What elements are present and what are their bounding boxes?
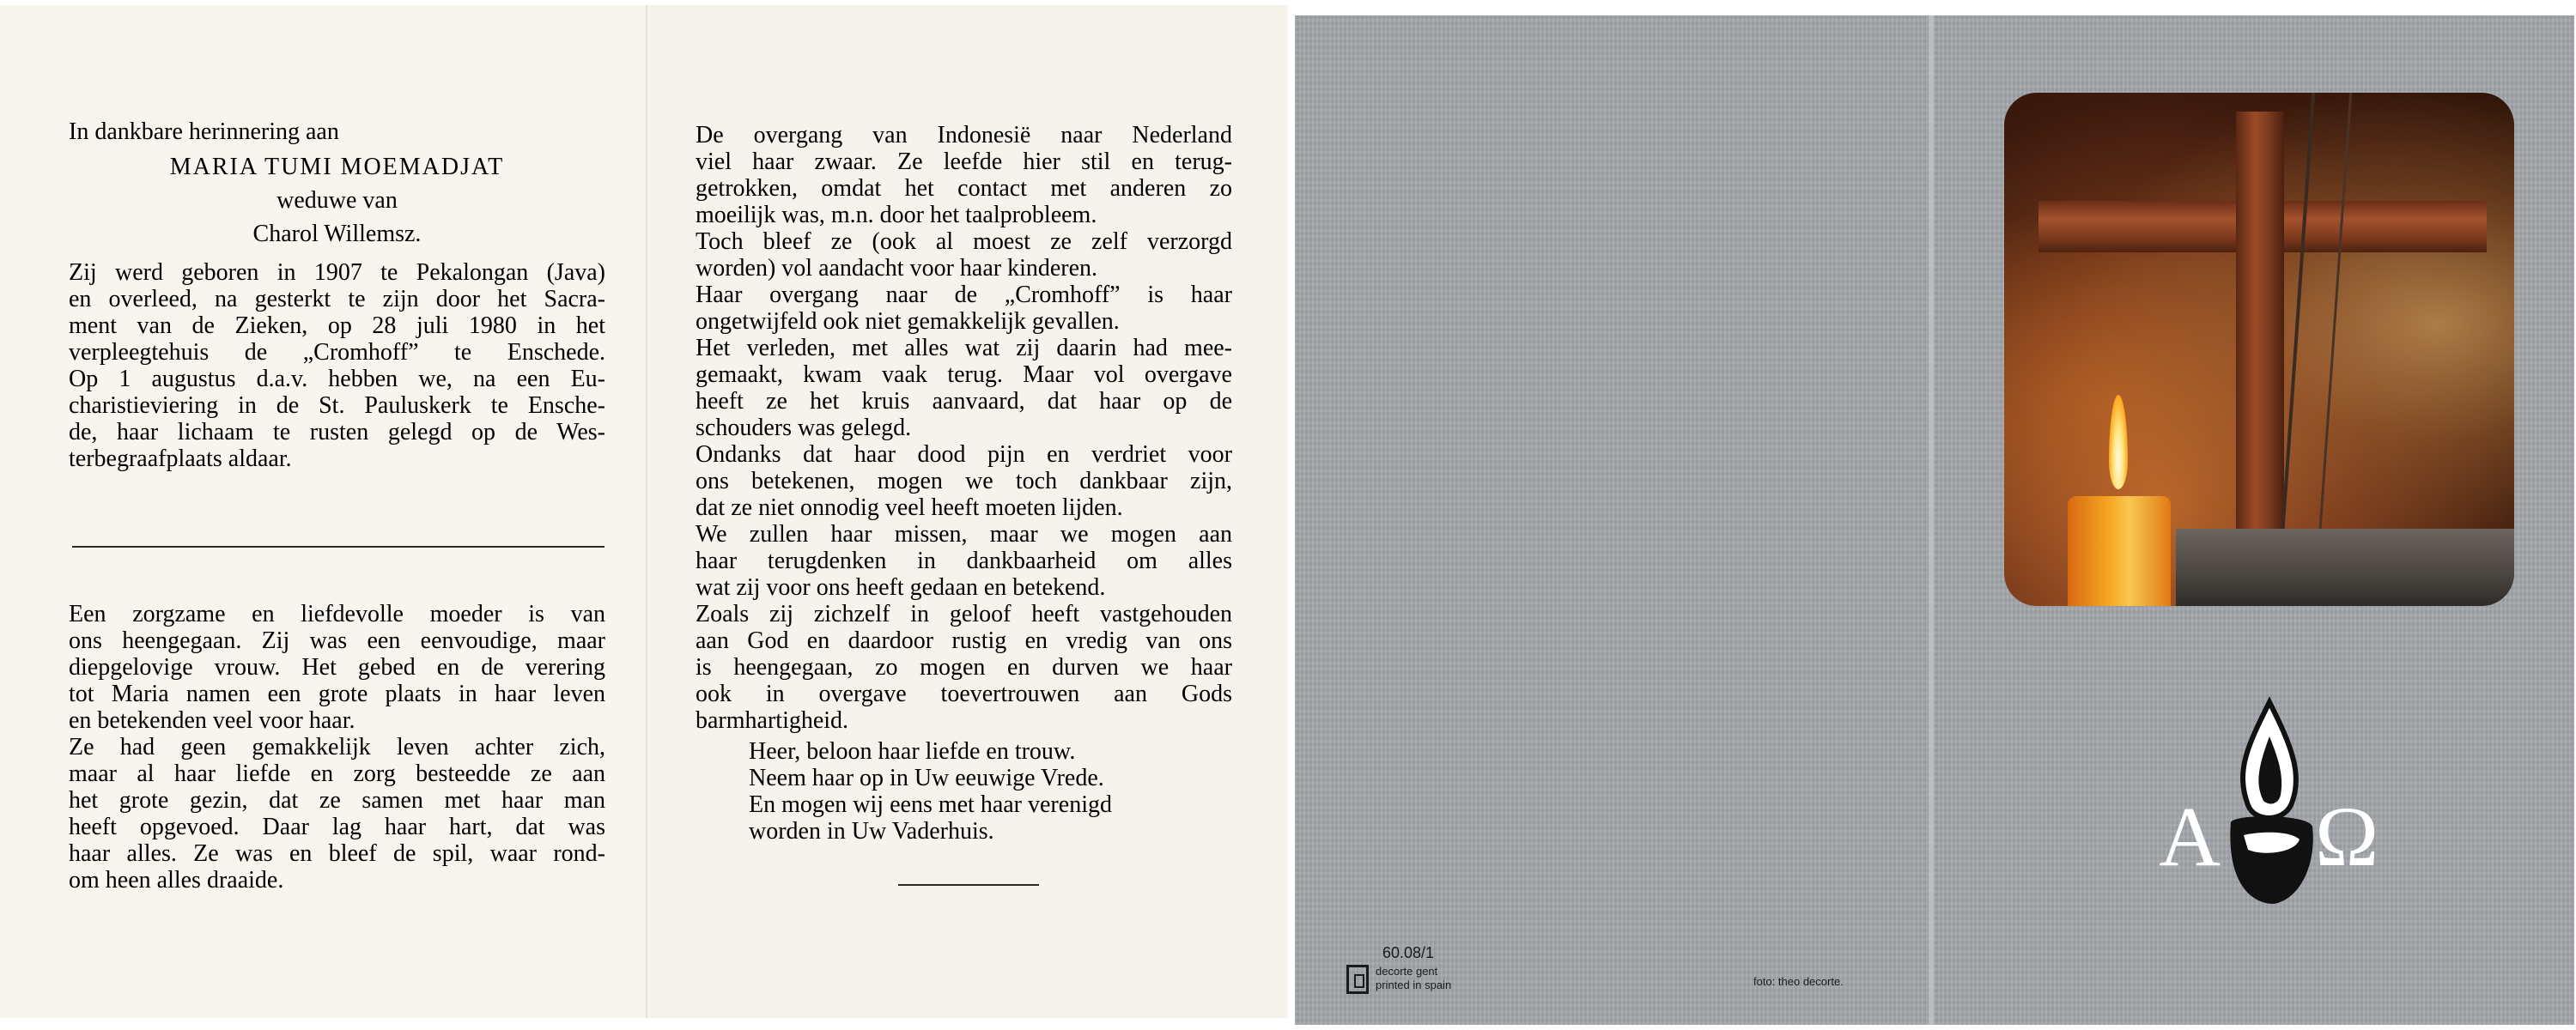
vessel-icon bbox=[2230, 816, 2312, 904]
prayer-line: En mogen wij eens met haar verenigd bbox=[749, 791, 1112, 818]
widow-of-line: weduwe van bbox=[276, 187, 398, 214]
text-line: Ondanks dat haar dood pijn en verdriet voor bbox=[696, 441, 1232, 468]
text-line: ongetwijfeld ook niet gemakkelijk gevallen. bbox=[696, 308, 1120, 335]
text-line: diepgelovige vrouw. Het gebed en de verering bbox=[69, 654, 605, 681]
deceased-name: MARIA TUMI MOEMADJAT bbox=[169, 154, 505, 180]
text-line: De overgang van Indonesië naar Nederland bbox=[696, 122, 1232, 148]
text-line: terbegraafplaats aldaar. bbox=[69, 445, 292, 472]
prayer-line: Heer, beloon haar liefde en trouw. bbox=[749, 738, 1076, 765]
text-line: viel haar zwaar. Ze leefde hier stil en terug- bbox=[696, 148, 1232, 175]
cover-fold-line bbox=[1929, 15, 1934, 1025]
text-line: getrokken, omdat het contact met anderen zo bbox=[696, 175, 1232, 202]
text-line: aan God en daardoor rustig en vredig van ons bbox=[696, 627, 1232, 654]
text-line: Toch bleef ze (ook al moest ze zelf verzorgd bbox=[696, 228, 1232, 255]
text-line: Een zorgzame en liefdevolle moeder is van bbox=[69, 601, 605, 627]
printed-in-label: printed in spain bbox=[1376, 978, 1452, 991]
photo-credit: foto: theo decorte. bbox=[1753, 975, 1844, 988]
text-line: en overleed, na gesterkt te zijn door het Sacra- bbox=[69, 286, 605, 312]
text-line: maar al haar liefde en zorg besteedde ze aan bbox=[69, 760, 605, 787]
biography-paragraph bbox=[69, 259, 605, 472]
text-line: heeft opgevoed. Daar lag haar hart, dat was bbox=[69, 814, 605, 840]
text-line: heeft ze het kruis aanvaard, dat haar op de bbox=[696, 388, 1232, 415]
text-line: is heengegaan, zo mogen en durven we haar bbox=[696, 654, 1232, 681]
text-line: barmhartigheid. bbox=[696, 707, 849, 734]
text-line: schouders was gelegd. bbox=[696, 415, 912, 441]
text-line: Haar overgang naar de „Cromhoff” is haar bbox=[696, 282, 1232, 308]
publisher-name: decorte gent bbox=[1376, 965, 1438, 978]
memorial-header bbox=[69, 118, 605, 472]
closing-rule bbox=[898, 884, 1039, 886]
card-back-cover bbox=[1295, 15, 1930, 1025]
text-line: verpleegtehuis de „Cromhoff” te Enschede. bbox=[69, 339, 605, 366]
text-line: ons betekenen, mogen we toch dankbaar zijn, bbox=[696, 468, 1232, 494]
text-line: We zullen haar missen, maar we mogen aan bbox=[696, 521, 1232, 548]
text-line: Op 1 augustus d.a.v. hebben we, na een Eu- bbox=[69, 366, 605, 392]
divider-rule bbox=[72, 546, 605, 548]
text-line: ment van de Zieken, op 28 juli 1980 in het bbox=[69, 312, 605, 339]
text-line: om heen alles draaide. bbox=[69, 867, 284, 894]
omega-letter: Ω bbox=[2315, 789, 2379, 884]
stone-block bbox=[2176, 529, 2514, 606]
closing-prayer bbox=[749, 738, 1230, 845]
text-line: en betekenden veel voor haar. bbox=[69, 707, 355, 734]
husband-name: Charol Willemsz. bbox=[252, 221, 422, 247]
text-line: wat zij voor ons heeft gedaan en betekend. bbox=[696, 574, 1106, 601]
text-line: dat ze niet onnodig veel heeft moeten lijden. bbox=[696, 494, 1123, 521]
text-line: moeilijk was, m.n. door het taalprobleem. bbox=[696, 202, 1097, 228]
text-line: haar alles. Ze was en bleef de spil, waar rond- bbox=[69, 840, 605, 867]
candle-icon bbox=[2068, 496, 2171, 606]
card-reference-number: 60.08/1 bbox=[1382, 944, 1435, 961]
alpha-omega-logo bbox=[2154, 694, 2385, 917]
prayer-line: worden in Uw Vaderhuis. bbox=[749, 818, 994, 845]
text-line: tot Maria namen een grote plaats in haar leven bbox=[69, 681, 605, 707]
text-line: Ze had geen gemakkelijk leven achter zich, bbox=[69, 734, 605, 760]
publisher-logo-icon bbox=[1346, 965, 1369, 994]
text-line: Zoals zij zichzelf in geloof heeft vastgehouden bbox=[696, 601, 1232, 627]
cross-post bbox=[2236, 112, 2284, 541]
text-line: Het verleden, met alles wat zij daarin had mee- bbox=[696, 335, 1232, 361]
candle-and-cross-photo bbox=[2004, 93, 2514, 606]
remembrance-paragraph bbox=[696, 122, 1232, 734]
inside-fold-line bbox=[646, 5, 647, 1018]
text-line: het grote gezin, dat ze samen met haar man bbox=[69, 787, 605, 814]
text-line: gemaakt, kwam vaak terug. Maar vol overgave bbox=[696, 361, 1232, 388]
tribute-paragraph bbox=[69, 601, 605, 894]
text-line: ons heengegaan. Zij was een eenvoudige, maar bbox=[69, 627, 605, 654]
text-line: ook in overgave toevertrouwen aan Gods bbox=[696, 681, 1232, 707]
text-line: haar terugdenken in dankbaarheid om alles bbox=[696, 548, 1232, 574]
text-line: Zij werd geboren in 1907 te Pekalongan (Java) bbox=[69, 259, 605, 286]
text-line: worden) vol aandacht voor haar kinderen. bbox=[696, 255, 1098, 282]
dedication-line: In dankbare herinnering aan bbox=[69, 118, 339, 145]
text-line: de, haar lichaam te rusten gelegd op de Wes- bbox=[69, 419, 605, 445]
prayer-line: Neem haar op in Uw eeuwige Vrede. bbox=[749, 765, 1104, 791]
text-line: charistieviering in de St. Pauluskerk te Ensche- bbox=[69, 392, 605, 419]
alpha-letter: A bbox=[2159, 789, 2221, 884]
